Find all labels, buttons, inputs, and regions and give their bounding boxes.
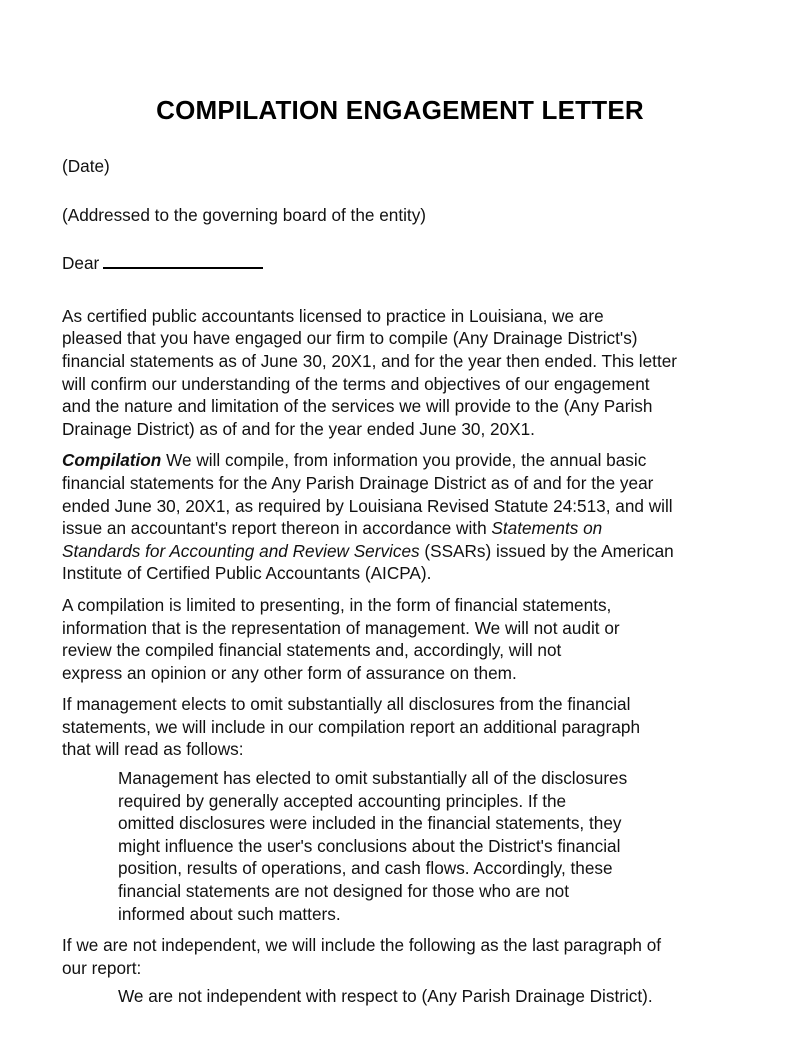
salutation-label: Dear xyxy=(62,253,100,274)
intro-line-6: Drainage District) as of and for the year ended June 30, 20X1. xyxy=(62,418,535,439)
page-title: COMPILATION ENGAGEMENT LETTER xyxy=(156,95,644,126)
limitation-line-2: information that is the representation of management. We will not audit or xyxy=(62,617,620,638)
addressee-placeholder: (Addressed to the governing board of the entity) xyxy=(62,204,427,225)
intro-line-5: and the nature and limitation of the services we will provide to the (Any Parish xyxy=(62,396,653,417)
document-body xyxy=(62,155,714,1019)
paragraph-intro xyxy=(62,305,714,441)
omission-quote-line-2: required by generally accepted accounting principles. If the xyxy=(118,790,567,811)
paragraph-independence-intro xyxy=(62,934,714,979)
independence-intro-line-1: If we are not independent, we will include the following as the last paragraph of xyxy=(62,935,662,956)
intro-line-3: financial statements as of June 30, 20X1, and for the year then ended. This letter xyxy=(62,350,677,371)
omission-quote-line-4: might influence the user's conclusions about the District's financial xyxy=(118,835,621,856)
ssars-title-part-2: Standards for Accounting and Review Services xyxy=(62,540,420,561)
limitation-line-4: express an opinion or any other form of assurance on them. xyxy=(62,662,517,683)
compilation-line-4-pre: issue an accountant's report thereon in accordance with xyxy=(62,518,492,539)
limitation-line-3: review the compiled financial statements and, accordingly, will not xyxy=(62,640,562,661)
compilation-line-2: financial statements for the Any Parish Drainage District as of and for the year xyxy=(62,472,654,493)
compilation-line-5 xyxy=(62,540,714,563)
date-placeholder: (Date) xyxy=(62,156,110,176)
compilation-line-3: ended June 30, 20X1, as required by Louisiana Revised Statute 24:513, and will xyxy=(62,495,673,516)
omission-quote-line-6: financial statements are not designed for those who are not xyxy=(118,881,569,902)
compilation-line-6: Institute of Certified Public Accountants (AICPA). xyxy=(62,563,432,584)
ssars-title-part-1: Statements on xyxy=(491,518,603,539)
paragraph-compilation xyxy=(62,449,714,585)
omission-intro-line-2: statements, we will include in our compilation report an additional paragraph xyxy=(62,716,641,737)
independence-quote-line-1: We are not independent with respect to (Any Parish Drainage District). xyxy=(118,986,653,1007)
intro-line-2: pleased that you have engaged our firm to compile (Any Drainage District's) xyxy=(62,328,638,349)
paragraph-limitation xyxy=(62,594,714,684)
omission-intro-line-3: that will read as follows: xyxy=(62,739,244,760)
compilation-run-in-heading: Compilation xyxy=(62,450,162,471)
omission-intro-line-1: If management elects to omit substantially all disclosures from the financial xyxy=(62,694,631,715)
omission-quote-line-5: position, results of operations, and cash flows. Accordingly, these xyxy=(118,858,613,879)
salutation-blank-field xyxy=(103,253,263,269)
blockquote-omission-language xyxy=(118,767,714,925)
blockquote-independence-language xyxy=(118,985,714,1008)
compilation-line-5-rest: (SSARs) issued by the American xyxy=(419,540,674,561)
omission-quote-line-7: informed about such matters. xyxy=(118,903,341,924)
omission-quote-line-1: Management has elected to omit substantially all of the disclosures xyxy=(118,768,628,789)
compilation-line-4 xyxy=(62,517,714,540)
limitation-line-1: A compilation is limited to presenting, in the form of financial statements, xyxy=(62,594,612,615)
compilation-line-1-rest: We will compile, from information you provide, the annual basic xyxy=(161,450,647,471)
independence-intro-line-2: our report: xyxy=(62,957,142,978)
intro-line-1: As certified public accountants licensed to practice in Louisiana, we are xyxy=(62,305,604,326)
omission-quote-line-3: omitted disclosures were included in the financial statements, they xyxy=(118,813,622,834)
intro-line-4: will confirm our understanding of the terms and objectives of our engagement xyxy=(62,373,650,394)
paragraph-omission-intro xyxy=(62,693,714,761)
compilation-line-1 xyxy=(62,449,714,472)
salutation-line xyxy=(62,252,714,275)
